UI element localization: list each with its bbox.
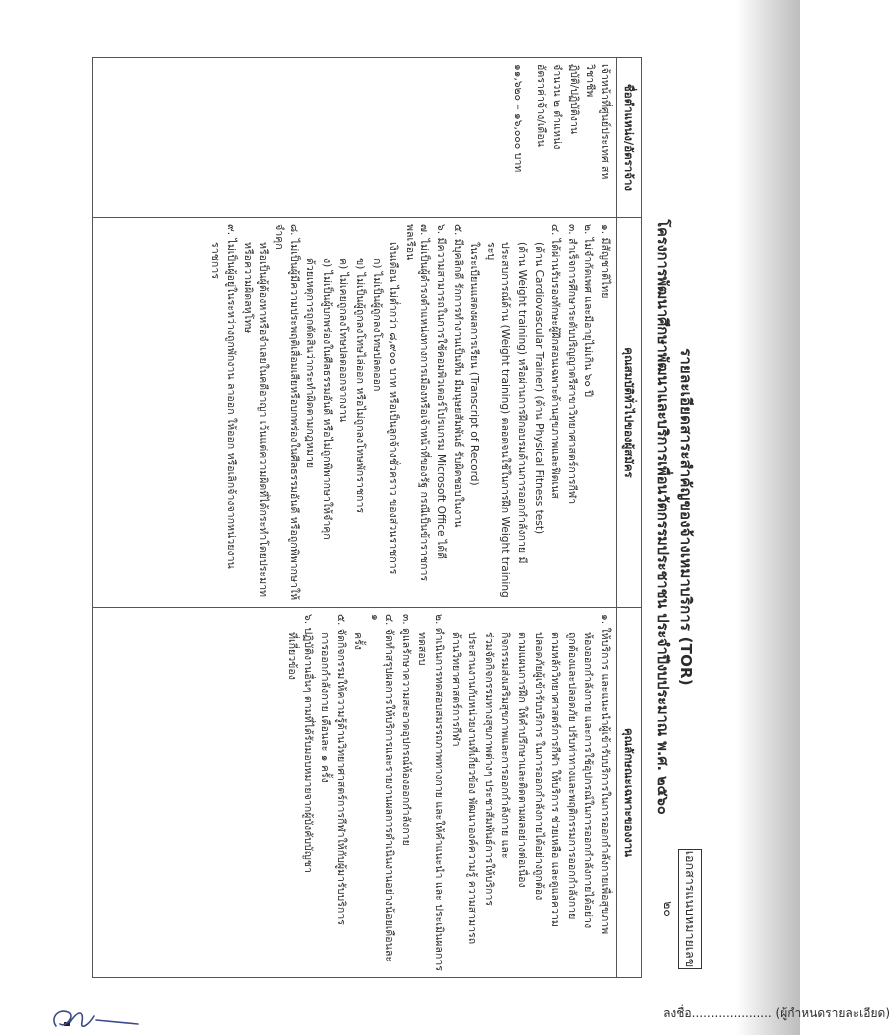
header-qualifications: คุณสมบัติทั่วไปของผู้สมัคร [617,218,642,608]
qualification-item: ๖. มีความสามารถในการใช้คอมพิวเตอร์โปรแกรม Microsoft Office ได้ดี [435,224,448,559]
qualification-item: ประสบการณ์ด้าน (Weight training) ตลอดจนใช้ในการฝึก Weight training ระบุ [484,242,512,598]
job-detail-item: ที่เกี่ยวข้อง [285,632,298,680]
salary-label: อัตราค่าจ้าง/เดือน [534,64,547,147]
qualification-item: (ด้าน Cardiovascular Trainer) (ด้าน Physical Fitness test) [532,242,545,535]
handwritten-signature [48,1004,148,1034]
qualification-item: ๓. สำเร็จการศึกษาระดับปริญญาตรีสาขาวิทยาศาสตร์การกีฬา [565,224,578,505]
qualification-item: ในระเบียนแสดงผลการเรียน (Transcript of Record) [468,242,481,486]
job-detail-item: ๖. ปฏิบัติงานอื่นๆ ตามที่ได้รับมอบหมายจากผู้บังคับบัญชา [302,614,315,873]
qualification-item: หรือเป็นผู้ต้องหาหรือจำเลยในคดีอาญา เว้นแต่ความผิดที่ได้กระทำโดยประมาทหรือความผิดลหุโทษ [241,242,269,598]
job-detail-item: ปลอดภัยผู้เข้ารับบริการ ในการออกกำลังกายได้อย่างถูกต้อง [532,632,545,901]
job-detail-item: ๑. ให้บริการ และแนะนำผู้เข้ารับบริการในการออกกำลังกายเพื่อสุขภาพ [599,614,611,935]
position-type: ฏิบัติ/ปฏิบัติงาน [567,64,580,135]
position-title: เจ้าหน้าที่ศูนย์ประเทศ สหวิชาชีพ [584,64,611,180]
job-detail-item: ตามแผนการฝึก ให้คำปรึกษาและติดตามผลอย่างต่อเนื่อง [516,632,529,888]
qualification-item: ค) ไม่เคยถูกลงโทษปลดออกจากงาน [337,258,350,423]
rotated-page [80,37,720,997]
job-detail-item: ด้านวิทยาศาสตร์การกีฬา [449,632,462,747]
job-detail-item: ตามหลักวิทยาศาสตร์การกีฬา ให้บริการ ช่วยเหลือ และดูแลความ [549,632,562,927]
header-position: ชื่อตำแหน่ง/อัตราจ้าง [617,58,642,218]
position-cell [93,58,617,218]
qualification-item: ก) ไม่เป็นผู้ถูกลงโทษปลดออก [370,258,383,392]
attachment-label: เอกสารแนบหมายเลข ๒๐ [678,849,702,969]
job-detail-item: ถูกต้องและปลอดภัย ปรับท่าทางและพฤติกรรมการออกกำลังกาย [565,632,578,920]
qualification-item: ๔. ได้ผ่านรับรองทักษะผู้ฝึกสอนเฉพาะด้านสุขภาพและฟิตเนส [549,224,562,499]
job-detail-item: ๕. จัดกิจกรรมให้ความรู้ด้านวิทยาศาสตร์การกีฬาให้กับผู้มารับบริการ [335,614,348,925]
job-detail-item: ร่วมจัดกิจกรรมทางสุขภาพต่างๆ ประชาสัมพันธ์การให้บริการ [482,632,495,906]
job-detail-item: กิจกรรมส่งเสริมสุขภาพและการออกกำลังกาย และ [499,632,512,859]
signature-note: ลงชื่อ..................... (ผู้กำหนดรายละเอียด) [663,1006,890,1020]
job-detail-item: ทดสอบ [416,632,429,666]
scan-shadow-edge [736,0,800,1035]
qualification-item: ง) ไม่เป็นผู้บกพร่องในศีลธรรมอันดี หรือไม่ถูกพิพากษาให้จำคุก [320,258,333,540]
job-detail-item: ๒. ดำเนินการทดสอบสมรรถภาพทางกาย และให้คำแนะนำ และ ประเมินผลการ [433,614,446,971]
salary-range: ๑๑,๖๒๐ – ๑๖,๐๐๐ บาท [512,64,525,173]
qualification-item: ราชการ [208,242,221,279]
qualification-item: ๕. มีบุคลิกดี รักการทำงานเป็นทีม มีมนุษยสัมพันธ์ รับผิดชอบในงาน [451,224,464,528]
qualifications-cell [93,218,617,608]
document-subtitle: โครงการพัฒนาศึกษาพัฒนาและบริการเพื่อนวัตกรรมประชาชน ประจำปีงบประมาณ พ.ศ. ๒๕๖๐ [654,219,670,815]
qualification-item: ๑. มีสัญชาติไทย [599,224,611,299]
qualification-item: (ด้าน Weight training) หรือผ่านการฝึกอบรมด้านการออกกำลังกาย มี [516,242,529,564]
qualification-item: เงินเดือน ไม่ต่ำกว่า ๘,๙๐๐ บาท หรือเป็นลูกจ้างชั่วคราว ของส่วนราชการ [387,242,400,575]
qualification-item: ๗. ไม่เป็นผู้ดำรงตำแหน่งทางการเมืองหรือเจ้าหน้าที่ของรัฐ กรณีเป็นข้าราชการพลเรือน [403,224,431,582]
qualification-item: ข) ไม่เป็นผู้ถูกลงโทษไล่ออก หรือไม่ถูกลงโทษพักราชการ [354,258,367,514]
qualification-item: ๘. ไม่เป็นผู้มีความประพฤติเสื่อมเสียหรือบกพร่องในศีลธรรมอันดี หรือถูกพิพากษาให้จำคุก [273,224,300,601]
document-title: รายละเอียดสาระสำคัญของจ้างเหมาบริการ (TOR) [677,348,695,686]
job-detail-item: ๓. ดูแลรักษาความสะอาดอุปกรณ์ห้องออกกำลังกาย [399,614,412,846]
tor-table [92,57,642,978]
qualification-item: ด้วยเหตุการถูกตัดสินว่ากระทำผิดตามกฎหมาย [304,258,317,469]
qualification-item: ๒. ไม่จำกัดเพศ และมีอายุไม่เกิน ๖๐ ปี [582,224,595,397]
table-header-row [617,58,642,978]
job-detail-item: ครั้ง [352,632,365,650]
header-job-details: คุณลักษณะเฉพาะของงาน [617,608,642,978]
qualification-item: ๙. ไม่เป็นผู้อยู่ในระหว่างถูกพักงาน ลาออก ให้ออก หรือเลิกจ้างจากหน่วยงาน [225,224,238,569]
position-count: จำนวน ๒ ตำแหน่ง [551,64,564,150]
job-detail-item: ประสานงานกับหน่วยงานที่เกี่ยวข้อง พัฒนาองค์ความรู้ ความสามารถ [466,632,479,945]
job-details-cell [93,608,617,978]
table-row [93,58,617,978]
job-detail-item: ห้องออกกำลังกาย และการใช้อุปกรณ์ในการออกกำลังกายได้อย่าง [582,632,595,929]
job-detail-item: ๔. จัดทำสรุปผลการให้บริการและรายงานผลการดำเนินงานอย่างน้อยเดือนละ ๑ [368,614,396,963]
job-detail-item: การออกกำลังกาย เดือนละ ๑ ครั้ง [318,632,331,783]
